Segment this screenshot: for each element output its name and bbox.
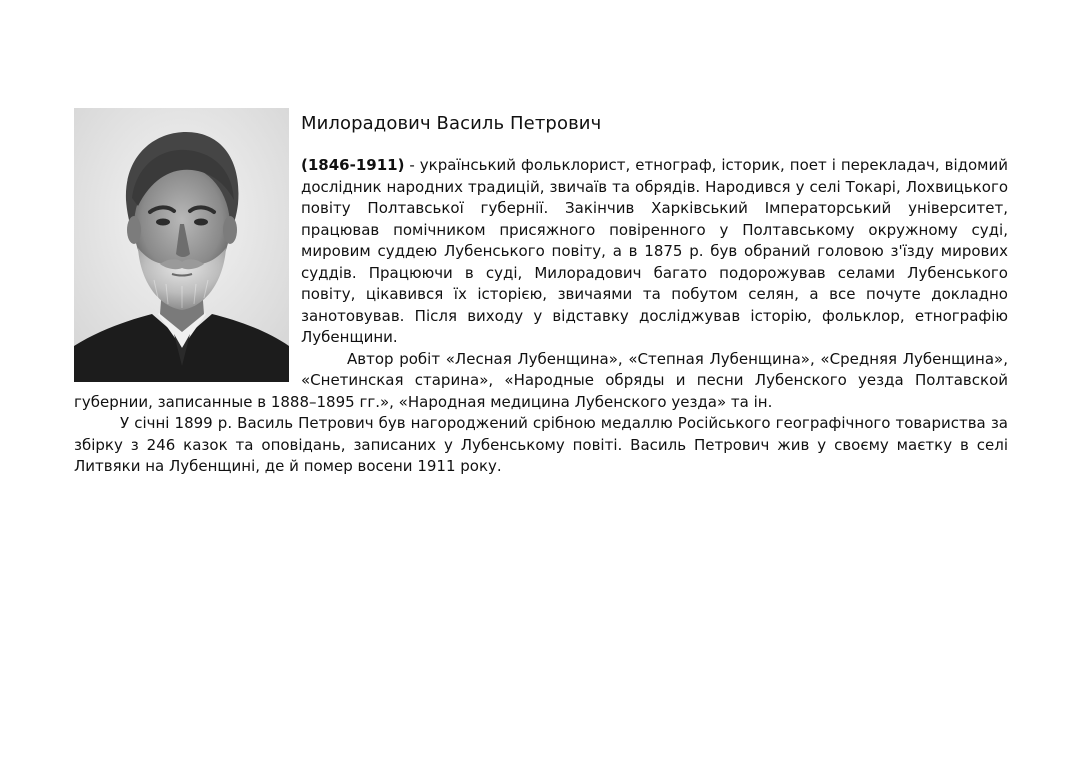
portrait-photo: [74, 108, 289, 382]
biography-paragraph-2: Автор робіт «Лесная Лубенщина», «Степная Лубенщина», «Средняя Лубенщина», «Снетинская старина», «Народные обряды и песни Лубенского уезда Полтавской губернии, записанные в 1888–1895 гг.», «Народная медицина Лубенского уезда» та ін.: [74, 349, 1008, 411]
life-dates: (1846-1911): [301, 156, 405, 174]
page-title: Милорадович Василь Петрович: [301, 113, 602, 134]
document-page: [74, 108, 1008, 478]
biography-paragraph-1-text: - український фольклорист, етнограф, історик, поет і перекладач, відомий дослідник народних традицій, звичаїв та обрядів. Народився у селі Токарі, Лохвицького повіту Полтавської губернії. Закінчив Харківський Імператорський університет, працював помічником присяжного повіренного у Полтавському окружному суді, мировим суддею Лубенського повіту, а в 1875 р. був обраний головою з'їзду мирових суддів. Працюючи в суді, Милорадович багато подорожував селами Лубенського повіту, цікавився їх історією, звичаями та побутом селян, а все почуте докладно занотовував. Після виходу у відставку досліджував історію, фольклор, етнографію Лубенщини.: [301, 156, 1008, 346]
biography-paragraph-3: У січні 1899 р. Василь Петрович був нагороджений срібною медаллю Російського географічного товариства за збірку з 246 казок та оповідань, записаних у Лубенському повіті. Василь Петрович жив у своєму маєтку в селі Литвяки на Лубенщині, де й помер восени 1911 року.: [74, 414, 1008, 475]
portrait-photo-icon: [74, 108, 289, 382]
